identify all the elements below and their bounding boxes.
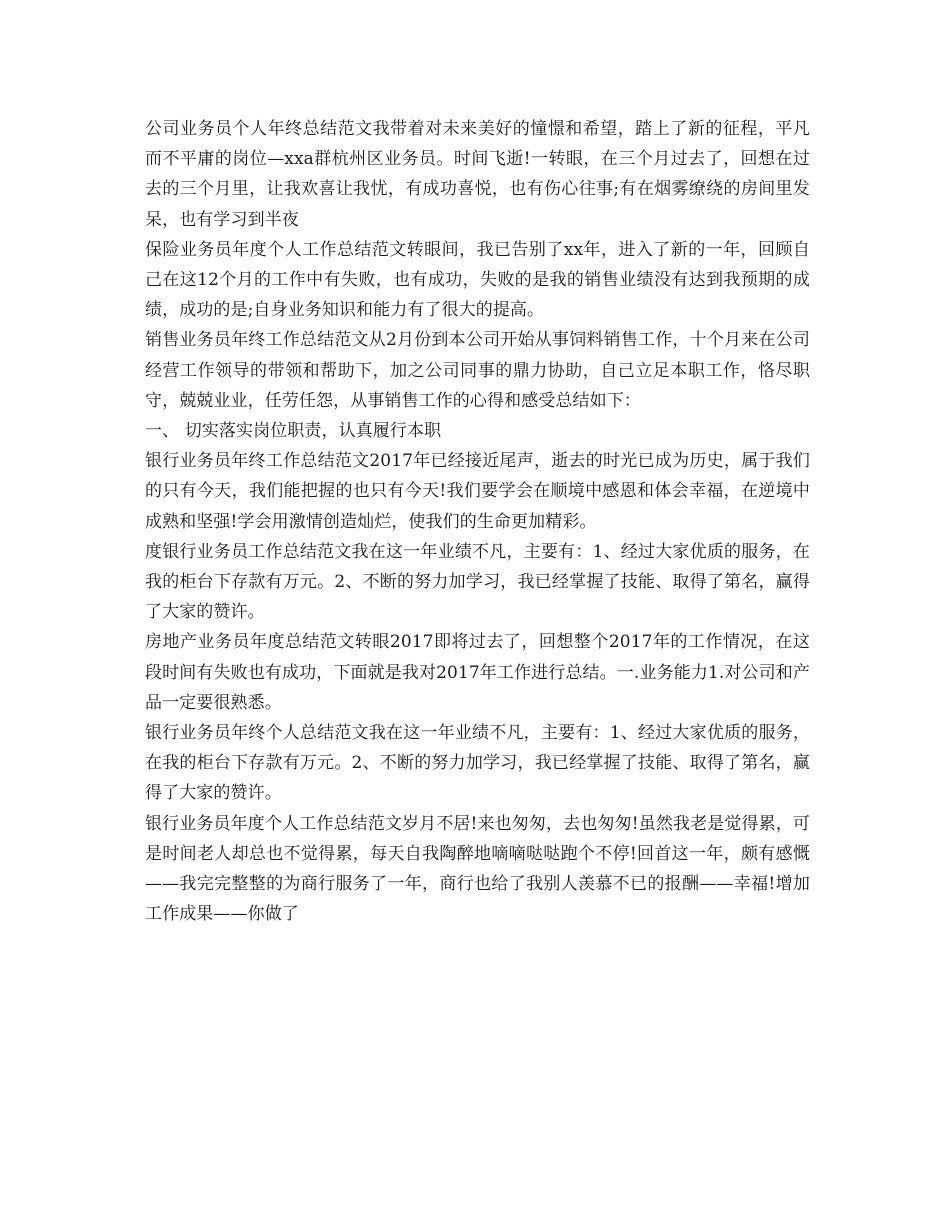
paragraph-sales-salesman-summary: 销售业务员年终工作总结范文从2月份到本公司开始从事饲料销售工作，十个月来在公司经营工作领导的带领和帮助下，加之公司同事的鼎力协助，自己立足本职工作，恪尽职守，兢兢业业，任劳任怨，从事销售工作的心得和感受总结如下： <box>145 330 810 411</box>
paragraph-real-estate-salesman-summary: 房地产业务员年度总结范文转眼2017即将过去了，回想整个2017年的工作情况，在这段时间有失败也有成功，下面就是我对2017年工作进行总结。一.业务能力1.对公司和产品一定要很熟悉。 <box>145 632 810 713</box>
paragraph-bank-salesman-summary: 银行业务员年终工作总结范文2017年已经接近尾声，逝去的时光已成为历史，属于我们的只有今天，我们能把握的也只有今天!我们要学会在顺境中感恩和体会幸福，在逆境中成熟和坚强!学会用激情创造灿烂，使我们的生命更加精彩。 <box>145 451 810 532</box>
paragraph-section-heading: 一、 切实落实岗位职责，认真履行本职 <box>145 421 442 442</box>
document-body <box>145 114 810 929</box>
paragraph-insurance-salesman-summary: 保险业务员年度个人工作总结范文转眼间，我已告别了xx年，进入了新的一年，回顾自己在这12个月的工作中有失败，也有成功，失败的是我的销售业绩没有达到我预期的成绩，成功的是;自身业务知识和能力有了很大的提高。 <box>145 239 810 321</box>
paragraph-annual-bank-salesman-summary: 度银行业务员工作总结范文我在这一年业绩不凡，主要有：1、经过大家优质的服务，在我的柜台下存款有万元。2、不断的努力加学习，我已经掌握了技能、取得了第名，赢得了大家的赞许。 <box>145 541 810 623</box>
paragraph-company-salesman-summary: 公司业务员个人年终总结范文我带着对未来美好的憧憬和希望，踏上了新的征程，平凡而不平庸的岗位—xxa群杭州区业务员。时间飞逝!一转眼，在三个月过去了，回想在过去的三个月里，让我欢喜让我忧，有成功喜悦，也有伤心往事;有在烟雾缭绕的房间里发呆，也有学习到半夜 <box>145 119 810 230</box>
paragraph-bank-annual-personal-summary: 银行业务员年度个人工作总结范文岁月不居!来也匆匆，去也匆匆!虽然我老是觉得累，可是时间老人却总也不觉得累，每天自我陶醉地嘀嘀哒哒跑个不停!回首这一年，颇有感慨——我完完整整的为商行服务了一年，商行也给了我别人羡慕不已的报酬——幸福!增加工作成果——你做了 <box>145 813 810 925</box>
paragraph-bank-personal-summary: 银行业务员年终个人总结范文我在这一年业绩不凡，主要有：1、经过大家优质的服务，在我的柜台下存款有万元。2、不断的努力加学习，我已经掌握了技能、取得了第名，赢得了大家的赞许。 <box>145 723 810 804</box>
